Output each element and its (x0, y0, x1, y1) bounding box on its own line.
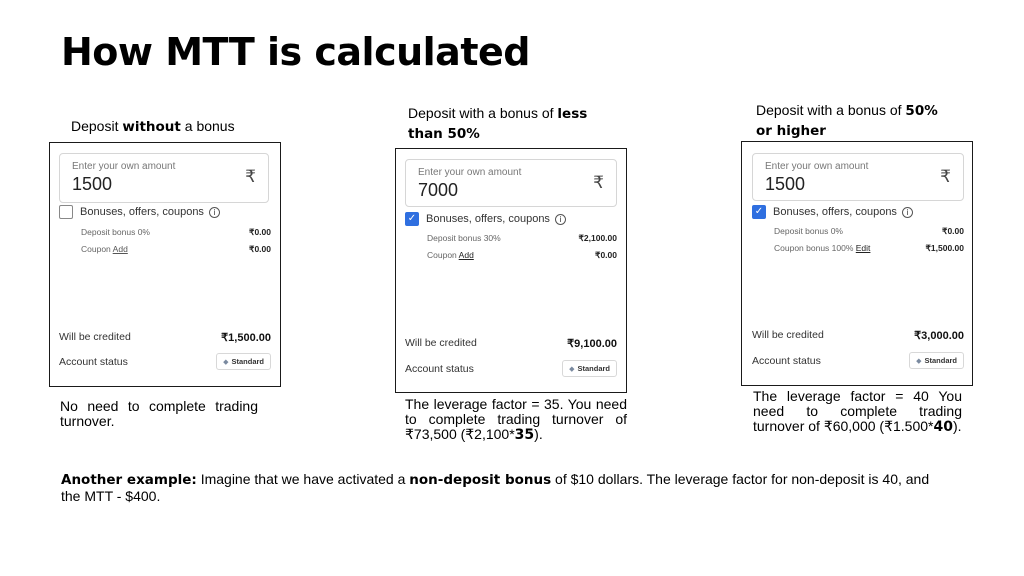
bonus-label: Bonuses, offers, coupons (773, 206, 897, 218)
caption-bonus-50-plus: Deposit with a bonus of 50% or higher (756, 102, 938, 139)
status-badge: ◆ Standard (909, 352, 964, 369)
deposit-bonus-row (81, 227, 271, 238)
bonus-checkbox[interactable] (59, 205, 73, 219)
amount-value: 1500 (765, 174, 806, 194)
credited-row (405, 337, 617, 350)
bonus-checkbox[interactable] (405, 212, 419, 226)
status-badge: ◆ Standard (562, 360, 617, 377)
coupon-add-link[interactable]: Add (112, 244, 128, 254)
coupon-value: ₹1,500.00 (925, 243, 964, 253)
coupon-edit-link[interactable]: Edit (855, 243, 871, 253)
coupon-add-link[interactable]: Add (458, 250, 474, 260)
check-icon: ✓ (407, 213, 417, 224)
diamond-icon: ◆ (223, 357, 229, 366)
deposit-panel-no-bonus (49, 142, 281, 387)
coupon-label: Coupon bonus 100% (774, 243, 856, 253)
account-status-row (59, 353, 271, 370)
info-icon[interactable]: i (209, 207, 220, 218)
credited-row (752, 329, 964, 342)
bonus-toggle[interactable] (405, 212, 566, 226)
coupon-label: Coupon (427, 250, 459, 260)
footer-example: Another example: Imagine that we have activated a non-deposit bonus of $10 dollars. The leverage factor for non-deposit is 40, and the MTT - $400. (61, 471, 930, 504)
amount-label: Enter your own amount (418, 167, 522, 178)
credited-label: Will be credited (59, 331, 131, 343)
account-status-row (752, 352, 964, 369)
rupee-icon: ₹ (940, 167, 951, 187)
amount-value: 1500 (72, 174, 113, 194)
account-status-row (405, 360, 617, 377)
credited-value: ₹3,000.00 (914, 330, 964, 342)
deposit-bonus-label: Deposit bonus 30% (427, 233, 501, 243)
coupon-row (427, 250, 617, 261)
deposit-panel-bonus-less-50 (395, 148, 627, 393)
info-icon[interactable]: i (902, 207, 913, 218)
coupon-label: Coupon (81, 244, 113, 254)
description-bonus-50-plus: The leverage factor = 40 You need to complete trading turnover of ₹60,000 (₹1.500*40). (753, 388, 962, 435)
info-icon[interactable]: i (555, 214, 566, 225)
account-status-label: Account status (405, 362, 474, 375)
deposit-bonus-label: Deposit bonus 0% (774, 226, 843, 236)
amount-label: Enter your own amount (72, 161, 176, 172)
deposit-bonus-value: ₹2,100.00 (578, 233, 617, 243)
bonus-toggle[interactable] (59, 205, 220, 219)
credited-row (59, 331, 271, 344)
account-status-label: Account status (752, 354, 821, 367)
deposit-bonus-label: Deposit bonus 0% (81, 227, 150, 237)
diamond-icon: ◆ (916, 356, 922, 365)
caption-no-bonus: Deposit without a bonus (71, 118, 235, 135)
coupon-value: ₹0.00 (595, 250, 617, 260)
description-bonus-less-50: The leverage factor = 35. You need to complete trading turnover of ₹73,500 (₹2,100*35). (405, 396, 627, 443)
bonus-checkbox[interactable] (752, 205, 766, 219)
rupee-icon: ₹ (245, 167, 256, 187)
coupon-row (81, 244, 271, 255)
diamond-icon: ◆ (569, 364, 575, 373)
check-icon: ✓ (754, 206, 764, 217)
coupon-value: ₹0.00 (249, 244, 271, 254)
amount-input[interactable] (405, 159, 617, 207)
amount-input[interactable] (59, 153, 269, 203)
coupon-row (774, 243, 964, 254)
deposit-bonus-value: ₹0.00 (942, 226, 964, 236)
status-badge: ◆ Standard (216, 353, 271, 370)
description-no-bonus: No need to complete trading turnover. (60, 398, 258, 429)
rupee-icon: ₹ (593, 173, 604, 193)
credited-label: Will be credited (405, 337, 477, 349)
slide-title: How MTT is calculated (61, 30, 530, 74)
bonus-label: Bonuses, offers, coupons (426, 213, 550, 225)
credited-label: Will be credited (752, 329, 824, 341)
account-status-label: Account status (59, 355, 128, 368)
deposit-panel-bonus-50-plus (741, 141, 973, 386)
deposit-bonus-value: ₹0.00 (249, 227, 271, 237)
credited-value: ₹1,500.00 (221, 332, 271, 344)
caption-bonus-less-50: Deposit with a bonus of less than 50% (408, 105, 588, 142)
amount-value: 7000 (418, 180, 459, 200)
amount-input[interactable] (752, 153, 964, 201)
deposit-bonus-row (774, 226, 964, 237)
deposit-bonus-row (427, 233, 617, 244)
bonus-label: Bonuses, offers, coupons (80, 206, 204, 218)
bonus-toggle[interactable] (752, 205, 913, 219)
amount-label: Enter your own amount (765, 161, 869, 172)
credited-value: ₹9,100.00 (567, 338, 617, 350)
